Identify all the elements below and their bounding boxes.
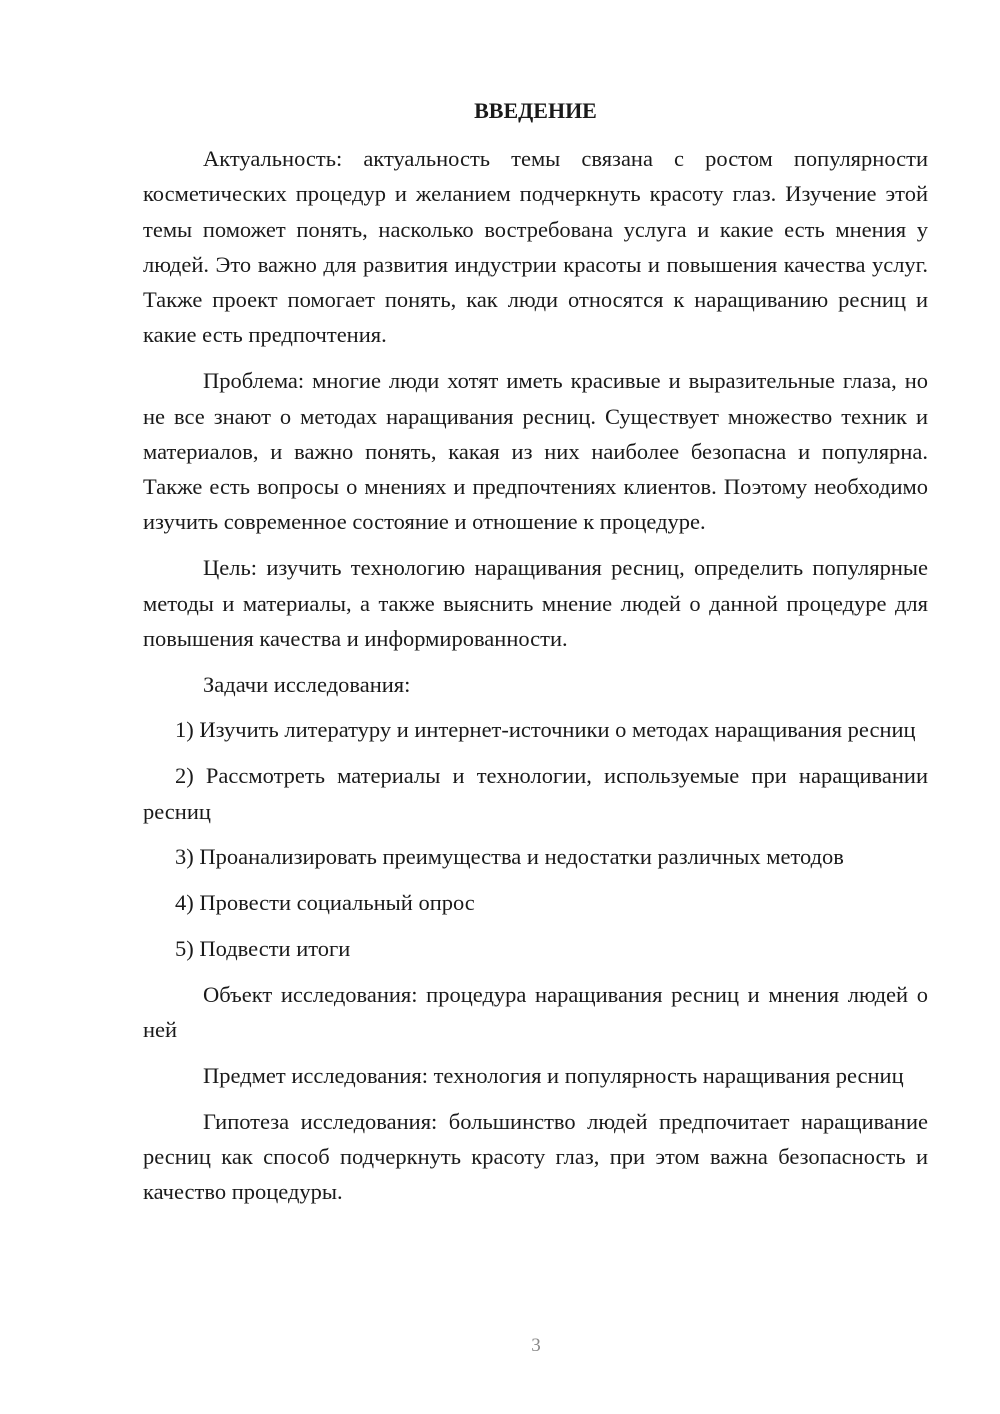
task-item: 4) Провести социальный опрос [175, 890, 475, 916]
paragraph-object: Объект исследования: процедура наращивания ресниц и мнения людей о ней [143, 981, 928, 1043]
task-item: 2) Рассмотреть материалы и технологии, используемые при наращивании ресниц [143, 763, 928, 824]
page-title: ВВЕДЕНИЕ [474, 98, 597, 123]
page-number: 3 [531, 1335, 541, 1356]
paragraph-hypothesis: Гипотеза исследования: большинство людей предпочитает наращивание ресниц как способ подчеркнуть красоту глаз, при этом важна безопасность и качество процедуры. [143, 1108, 928, 1205]
paragraph-goal: Цель: изучить технологию наращивания ресниц, определить популярные методы и материалы, а также выяснить мнение людей о данной процедуре для повышения качества и информированности. [143, 555, 928, 651]
paragraph-tasks-heading: Задачи исследования: [203, 671, 411, 697]
paragraph-subject: Предмет исследования: технология и популярность наращивания ресниц [203, 1062, 904, 1088]
task-item: 5) Подвести итоги [175, 935, 351, 961]
document-body [143, 141, 928, 1220]
task-item: 3) Проанализировать преимущества и недостатки различных методов [175, 844, 844, 870]
task-item: 1) Изучить литературу и интернет-источники о методах наращивания ресниц [175, 717, 916, 743]
paragraph-problem: Проблема: многие люди хотят иметь красивые и выразительные глаза, но не все знают о методах наращивания ресниц. Существует множество техник и материалов, и важно понять, какая из них наиболее безопасна и популярна. Также есть вопросы о мнениях и предпочтениях клиентов. Поэтому необходимо изучить современное состояние и отношение к процедуре. [143, 368, 928, 535]
paragraph-relevance: Актуальность: актуальность темы связана с ростом популярности косметических процедур и желанием подчеркнуть красоту глаз. Изучение этой темы поможет понять, насколько востребована услуга и какие есть мнения у людей. Это важно для развития индустрии красоты и повышения качества услуг. Также проект помогает понять, как люди относятся к наращиванию ресниц и какие есть предпочтения. [143, 146, 928, 348]
